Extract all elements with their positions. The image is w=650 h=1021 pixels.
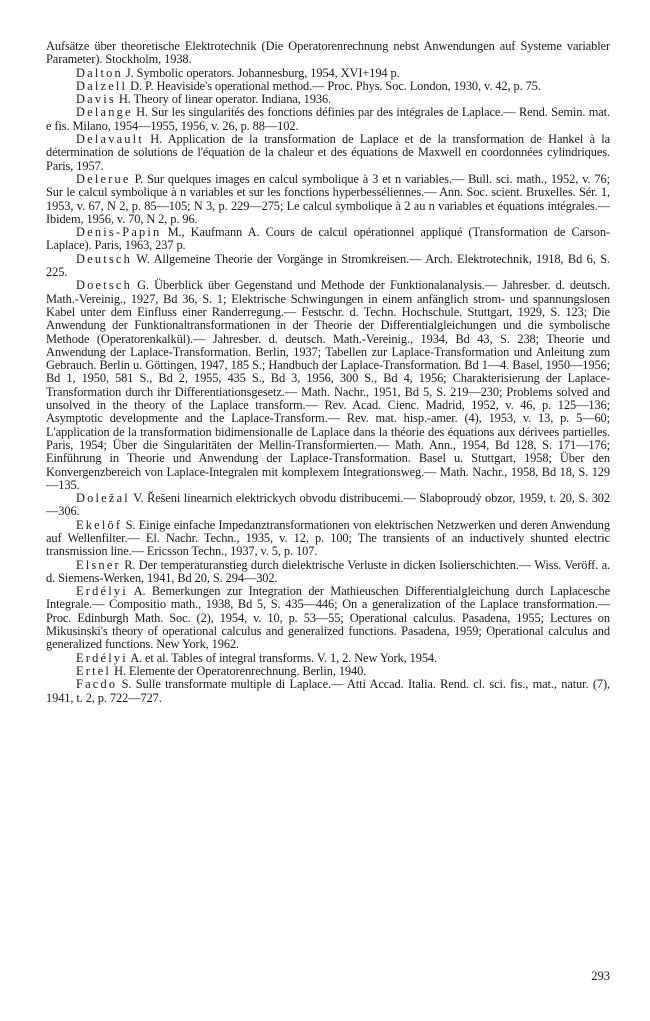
- entry-author: Ekelöf: [76, 517, 123, 532]
- bibliography-entry: [46, 67, 610, 80]
- entry-author: Delange: [76, 105, 133, 120]
- entry-text: M., Kaufmann A. Cours de calcul opérationnel appliqué (Transformation de Carson-Laplace). Paris, 1963, 237 p.: [46, 225, 610, 253]
- bibliography-entry: [46, 492, 610, 519]
- bibliography-entry: [46, 40, 610, 67]
- bibliography-entry: [46, 80, 610, 93]
- bibliography-entry: [46, 279, 610, 492]
- entry-author: Deutsch: [76, 251, 133, 266]
- bibliography-entry: [46, 652, 610, 665]
- entry-text: S. Einige einfache Impedanztransformationen von elektrischen Netzwerken und deren Anwendung auf Wellenfilter.— El. Nachr. Techn., 1935, v. 12, p. 100; The transients of an inductively shunted electric transmission line.— Ericsson Techn., 1937, v. 5, p. 107.: [46, 517, 610, 559]
- entry-text: P. Sur quelques images en calcul symbolique à 3 et n variables.— Bull. sci. math., 1952, v. 76; Sur le calcul symbolique à n variables et sur les fonctions hyperbesséliennes.— Ann. Soc. scient. Bruxelles. Sér. 1, 1953, v. 67, N 2, p. 85—105; N 3, p. 229—275; Le calcul symbolique à 2 au n variables et équations intégrales.— Ibidem, 1956, v. 70, N 2, p. 96.: [46, 171, 610, 226]
- bibliography-entry: [46, 173, 610, 226]
- entry-text: S. Sulle transformate multiple di Laplace.— Atti Accad. Italia. Rend. cl. sci. fis., mat., natur. (7), 1941, t. 2, p. 722—727.: [46, 677, 610, 705]
- entry-author: Elsner: [76, 557, 121, 572]
- entry-author: Davis: [76, 92, 116, 107]
- entry-text: Aufsätze über theoretische Elektrotechnik (Die Operatorenrechnung nebst Anwendungen auf Systeme variabler Parameter). Stockholm, 1938.: [46, 39, 610, 67]
- bibliography-list: [46, 40, 610, 705]
- bibliography-entry: [46, 665, 610, 678]
- entry-author: Ertel: [76, 663, 112, 678]
- bibliography-entry: [46, 133, 610, 173]
- entry-text: A. Bemerkungen zur Integration der Mathieuschen Differentialgleichung durch Laplacesche Integrale.— Compositio math., 1938, Bd 5, S. 435—446; On a generalization of the Laplace transformation.— Proc. Edinburgh Math. Soc. (2), 1954, v. 10, p. 53—55; Operational calculus. Pasadena, 1955; Lectures on Mikusinski's theory of operational calculus and generalized functions. Pasadena, 1959; Operational calculus and generalized functions. New York, 1962.: [46, 584, 610, 652]
- bibliography-entry: [46, 226, 610, 253]
- entry-text: D. P. Heaviside's operational method.— Proc. Phys. Soc. London, 1930, v. 42, p. 75.: [127, 78, 541, 93]
- entry-author: Erdélyi: [76, 584, 128, 599]
- entry-author: Dalzell: [76, 78, 128, 93]
- page-number: 293: [591, 969, 610, 983]
- entry-author: Doležal: [76, 491, 130, 506]
- entry-text: H. Sur les singularités des fonctions définies par des intégrales de Laplace.— Rend. Semin. mat. e fis. Milano, 1954—1955, 1956, v. 26, p. 88—102.: [46, 105, 610, 133]
- entry-author: Delerue: [76, 171, 131, 186]
- bibliography-entry: [46, 585, 610, 651]
- entry-text: H. Elemente der Operatorenrechnung. Berlin, 1940.: [111, 663, 367, 678]
- entry-text: H. Theory of linear operator. Indiana, 1936.: [115, 92, 332, 107]
- bibliography-entry: [46, 106, 610, 133]
- bibliography-entry: [46, 93, 610, 106]
- entry-author: Denis-Papin: [76, 225, 162, 240]
- entry-author: Facdo: [76, 677, 118, 692]
- entry-author: Dalton: [76, 65, 123, 80]
- bibliography-entry: [46, 519, 610, 559]
- bibliography-entry: [46, 559, 610, 586]
- bibliography-entry: [46, 253, 610, 280]
- entry-author: Delavault: [76, 132, 144, 147]
- entry-text: V. Řešeni linearnich elektrickych obvodu distribucemi.— Slaboproudý obzor, 1959, t. 20, S. 302—306.: [46, 491, 610, 519]
- bibliography-entry: [46, 678, 610, 705]
- entry-text: R. Der temperaturanstieg durch dielektrische Verluste in dicken Isolierschichten.— Wiss. Veröff. a. d. Siemens-Werken, 1941, Bd 20, S. 294—302.: [46, 557, 610, 585]
- entry-author: Erdélyi: [76, 650, 128, 665]
- entry-text: A. et al. Tables of integral transforms. V. 1, 2. New York, 1954.: [127, 650, 438, 665]
- entry-text: H. Application de la transformation de Laplace et de la transformation de Hankel à la détermination de solutions de l'équation de la chaleur et des équations de Maxwell en coordonnées cylindriques. Paris, 1957.: [46, 132, 610, 173]
- entry-author: Doetsch: [76, 278, 133, 293]
- entry-text: G. Überblick über Gegenstand und Methode der Funktionalanalysis.— Jahresber. d. deutsch. Math.-Vereinig., 1927, Bd 36, S. 1; Elektrische Schwingungen in einem anfänglich strom- und spannungslosen Kabel unter dem Einfluss einer Randerregung.— Festschr. d. Techn. Hochschule. Stuttgart, 1929, S. 123; Die Anwendung der Funktionaltransformationen in der Theorie der Differentialgleichungen und die symbolische Methode (Operatorenkalkül).— Jahresber. d. deutsch. Math.-Vereinig., 1934, Bd 43, S. 238; Theorie und Anwendung der Laplace-Transformation. Berlin, 1937; Tabellen zur Laplace-Transformation und Anleitung zum Gebrauch. Berlin u. Göttingen, 1947, 185 S.; Handbuch der Laplace-Transformation. Bd 1—4. Basel, 1950—1956; Bd 1, 1950, 581 S., Bd 2, 1955, 435 S., Bd 3, 1956, 300 S., Bd 4, 1956; Charakterisierung der Laplace-Transformation durch ihr Differentiationsgesetz.— Math. Nachr., 1951, Bd 5, S. 219—230; Problems solved and unsolved in the theory of the Laplace transform.— Rev. Acad. Cienc. Madrid, 1952, v. 46, p. 125—136; Asymptotic developmente and the Laplace-Transform.— Rev. mat. hisp.-amer. (4), 1953, v. 13, p. 5—60; L'application de la transformation bidimensionalle de Laplace dans la théorie des équations aux dérivees partielles. Paris, 1954; Über die Singularitäten der Mellin-Transformierten.— Math. Ann., 1954, Bd 128, S. 171—176; Einführung in Theorie und Anwendung der Laplace-Transformation. Basel u. Stuttgart, 1958; Über den Konvergenzbereich von Laplace-Integralen mit komplexem Integrationsweg.— Math. Nachr., 1958, Bd 18, S. 129—135.: [46, 278, 610, 492]
- entry-text: J. Symbolic operators. Johannesburg, 1954, XVI+194 p.: [122, 65, 400, 80]
- entry-text: W. Allgemeine Theorie der Vorgänge in Stromkreisen.— Arch. Elektrotechnik, 1918, Bd 6, S. 225.: [46, 251, 610, 280]
